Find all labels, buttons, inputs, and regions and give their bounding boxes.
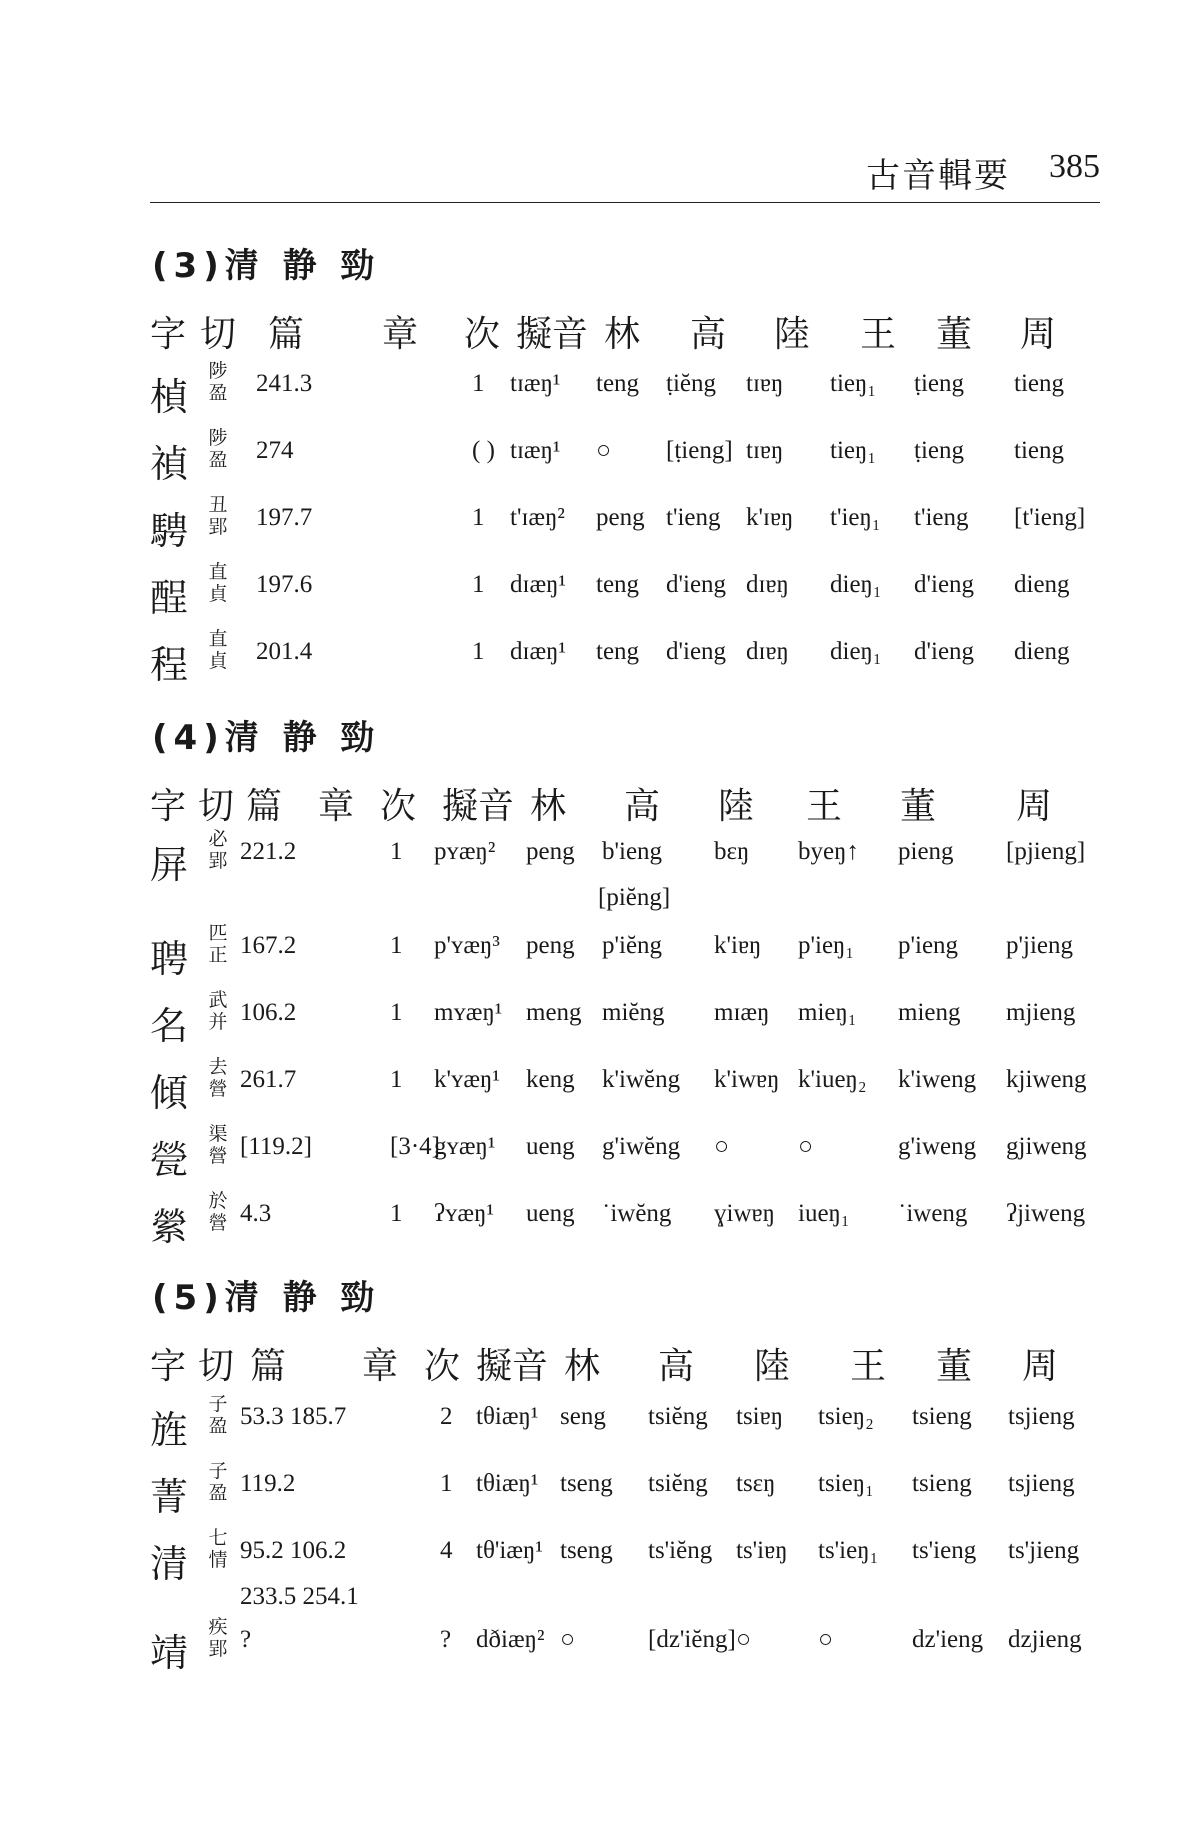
column-header-lu: 陸 xyxy=(754,1346,791,1387)
fanqie-spelling xyxy=(206,1056,230,1100)
reconstruction-cell: ʔʏæŋ¹ xyxy=(434,1200,494,1227)
fanqie-final: 營 xyxy=(208,1145,228,1167)
column-header-ci: 次 xyxy=(464,314,501,355)
lu-cell: ○ xyxy=(714,1133,730,1160)
column-header-zhang: 章 xyxy=(362,1346,399,1387)
column-header-dong: 董 xyxy=(900,786,937,827)
reconstruction-cell: mʏæŋ¹ xyxy=(434,999,503,1026)
wang-cell: ts'ieŋ₁ xyxy=(818,1537,879,1564)
zhou-cell: dieng xyxy=(1014,571,1070,598)
fanqie-final: 貞 xyxy=(208,650,228,672)
gao-cell: tsiĕng xyxy=(648,1403,708,1430)
fanqie-final: 郢 xyxy=(208,516,228,538)
gao-cell: [ṭieng] xyxy=(666,437,733,464)
dong-cell: tsieng xyxy=(912,1470,972,1497)
reconstruction-cell: pʏæŋ² xyxy=(434,838,496,865)
dong-cell: ṭieng xyxy=(914,437,964,464)
gao-cell: b'ieng xyxy=(602,838,663,865)
lu-cell: dɪɐŋ xyxy=(746,571,789,598)
wang-cell: mieŋ₁ xyxy=(798,999,857,1026)
page-number: 385 xyxy=(1049,148,1100,185)
page-reference: [119.2] xyxy=(240,1133,312,1160)
fanqie-final: 盈 xyxy=(208,382,228,404)
wang-cell: tieŋ₁ xyxy=(830,370,877,397)
table-row xyxy=(150,1460,1100,1520)
entry-character: 程 xyxy=(150,643,189,687)
occurrence-count: 1 xyxy=(390,932,403,959)
reconstruction-cell: tθiæŋ¹ xyxy=(476,1470,539,1497)
entry-character: 聘 xyxy=(150,937,189,981)
occurrence-count: 1 xyxy=(390,1066,403,1093)
table-row xyxy=(150,922,1100,982)
entry-character: 靖 xyxy=(150,1631,189,1675)
column-header-wang: 王 xyxy=(850,1346,887,1387)
lin-cell: teng xyxy=(596,370,640,397)
header-rule xyxy=(150,202,1100,203)
table-row xyxy=(150,1056,1100,1116)
fanqie-final: 情 xyxy=(208,1549,228,1571)
column-header-lu: 陸 xyxy=(718,786,755,827)
column-header-pian: 篇 xyxy=(250,1346,287,1387)
wang-cell: tieŋ₁ xyxy=(830,437,877,464)
dong-cell: ˙iweng xyxy=(898,1200,968,1227)
reconstruction-cell: dɪæŋ¹ xyxy=(510,571,566,598)
fanqie-initial: 武 xyxy=(208,989,228,1011)
zhou-cell: p'jieng xyxy=(1006,932,1073,959)
column-header-ci: 次 xyxy=(380,786,417,827)
entry-character: 傾 xyxy=(150,1071,189,1115)
gao-cell: k'iwĕng xyxy=(602,1066,681,1093)
gao-cell-alt: [piĕng] xyxy=(598,884,671,911)
table-row xyxy=(150,989,1100,1049)
column-header-zi: 字 xyxy=(150,314,187,355)
lin-cell: peng xyxy=(596,504,645,531)
column-header-gao: 高 xyxy=(624,786,661,827)
zhou-cell: tsjieng xyxy=(1008,1470,1075,1497)
section-heading: (5)清 静 勁 xyxy=(152,1278,381,1318)
occurrence-count: 4 xyxy=(440,1537,453,1564)
fanqie-final: 盈 xyxy=(208,1482,228,1504)
column-header-lin: 林 xyxy=(530,786,567,827)
zhou-cell: tieng xyxy=(1014,370,1064,397)
column-header-lu: 陸 xyxy=(774,314,811,355)
lu-cell: ɣiwɐŋ xyxy=(714,1200,775,1227)
lin-cell: ueng xyxy=(526,1200,575,1227)
gao-cell: g'iwĕng xyxy=(602,1133,681,1160)
wang-cell: dieŋ₁ xyxy=(830,571,882,598)
table-row xyxy=(150,427,1100,487)
fanqie-initial: 子 xyxy=(208,1460,228,1482)
column-header-zhou: 周 xyxy=(1022,1346,1059,1387)
table-row xyxy=(150,360,1100,420)
fanqie-initial: 匹 xyxy=(208,922,228,944)
dong-cell: p'ieng xyxy=(898,932,959,959)
lu-cell: bɛŋ xyxy=(714,838,750,865)
fanqie-initial: 去 xyxy=(208,1056,228,1078)
occurrence-count: ( ) xyxy=(472,437,495,464)
reconstruction-cell: dɪæŋ¹ xyxy=(510,638,566,665)
entry-character: 清 xyxy=(150,1542,189,1586)
fanqie-initial: 直 xyxy=(208,628,228,650)
zhou-cell: dzjieng xyxy=(1008,1626,1082,1653)
fanqie-final: 盈 xyxy=(208,449,228,471)
reconstruction-cell: p'ʏæŋ³ xyxy=(434,932,500,959)
zhou-cell: ts'jieng xyxy=(1008,1537,1080,1564)
column-header-lin: 林 xyxy=(564,1346,601,1387)
lin-cell: peng xyxy=(526,932,575,959)
column-header-niyin: 擬音 xyxy=(442,786,515,827)
column-header-gao: 高 xyxy=(690,314,727,355)
lin-cell: teng xyxy=(596,571,640,598)
occurrence-count: 1 xyxy=(472,638,485,665)
page-reference: 167.2 xyxy=(240,932,297,959)
zhou-cell: [pjieng] xyxy=(1006,838,1086,865)
zhou-cell: ʔjiweng xyxy=(1006,1200,1086,1227)
lu-cell: k'iɐŋ xyxy=(714,932,762,959)
gao-cell: d'ieng xyxy=(666,638,727,665)
page-reference: 106.2 xyxy=(240,999,297,1026)
fanqie-final: 營 xyxy=(208,1078,228,1100)
page-reference: 221.2 xyxy=(240,838,297,865)
occurrence-count: 1 xyxy=(472,571,485,598)
zhou-cell: dieng xyxy=(1014,638,1070,665)
fanqie-spelling xyxy=(206,1616,230,1660)
page-reference: 241.3 xyxy=(256,370,313,397)
page-reference: 95.2 106.2 xyxy=(240,1537,347,1564)
wang-cell: tsieŋ₁ xyxy=(818,1470,874,1497)
column-header-qie: 切 xyxy=(198,786,235,827)
wang-cell: tsieŋ₂ xyxy=(818,1403,874,1430)
fanqie-final: 并 xyxy=(208,1011,228,1033)
table-row xyxy=(150,494,1100,554)
occurrence-count: ? xyxy=(440,1626,452,1653)
table-row xyxy=(150,1527,1100,1610)
column-header-row xyxy=(150,778,1100,828)
column-header-zi: 字 xyxy=(150,1346,187,1387)
lu-cell: ○ xyxy=(736,1626,752,1653)
wang-cell: t'ieŋ₁ xyxy=(830,504,881,531)
column-header-niyin: 擬音 xyxy=(516,314,589,355)
lin-cell: keng xyxy=(526,1066,575,1093)
fanqie-spelling xyxy=(206,989,230,1033)
dong-cell: mieng xyxy=(898,999,961,1026)
lin-cell: ○ xyxy=(560,1626,576,1653)
fanqie-spelling xyxy=(206,1393,230,1437)
lu-cell: k'iwɐŋ xyxy=(714,1066,780,1093)
fanqie-initial: 陟 xyxy=(208,360,228,382)
reconstruction-cell: tθ'iæŋ¹ xyxy=(476,1537,543,1564)
entry-character: 菁 xyxy=(150,1475,189,1519)
column-header-zhou: 周 xyxy=(1020,314,1057,355)
lu-cell: mɪæŋ xyxy=(714,999,770,1026)
gao-cell: p'iĕng xyxy=(602,932,663,959)
running-title: 古音輯要 xyxy=(866,156,1010,196)
gao-cell: d'ieng xyxy=(666,571,727,598)
dong-cell: dz'ieng xyxy=(912,1626,984,1653)
column-header-zhou: 周 xyxy=(1016,786,1053,827)
fanqie-initial: 直 xyxy=(208,561,228,583)
entry-character: 騁 xyxy=(150,509,189,553)
wang-cell: k'iueŋ₂ xyxy=(798,1066,867,1093)
fanqie-initial: 陟 xyxy=(208,427,228,449)
table-row xyxy=(150,1393,1100,1453)
column-header-zhang: 章 xyxy=(382,314,419,355)
entry-character: 屏 xyxy=(150,843,189,887)
fanqie-final: 郢 xyxy=(208,850,228,872)
wang-cell: byeŋ↑ xyxy=(798,838,859,865)
table-row xyxy=(150,561,1100,621)
fanqie-final: 正 xyxy=(208,944,228,966)
column-header-zi: 字 xyxy=(150,786,187,827)
entry-character: 酲 xyxy=(150,576,189,620)
page-reference: ? xyxy=(240,1626,252,1653)
wang-cell: dieŋ₁ xyxy=(830,638,882,665)
reconstruction-cell: dðiæŋ² xyxy=(476,1626,545,1653)
fanqie-initial: 丑 xyxy=(208,494,228,516)
fanqie-spelling xyxy=(206,494,230,538)
page-reference: 53.3 185.7 xyxy=(240,1403,347,1430)
fanqie-initial: 渠 xyxy=(208,1123,228,1145)
gao-cell: [dz'iĕng] xyxy=(648,1626,736,1653)
page-reference: 261.7 xyxy=(240,1066,297,1093)
wang-cell: p'ieŋ₁ xyxy=(798,932,855,959)
fanqie-spelling xyxy=(206,427,230,471)
fanqie-spelling xyxy=(206,1190,230,1234)
column-header-pian: 篇 xyxy=(246,786,283,827)
dong-cell: pieng xyxy=(898,838,954,865)
page-reference: 119.2 xyxy=(240,1470,296,1497)
fanqie-initial: 疾 xyxy=(208,1616,228,1638)
column-header-qie: 切 xyxy=(200,314,237,355)
lin-cell: peng xyxy=(526,838,575,865)
occurrence-count: 1 xyxy=(472,370,485,397)
wang-cell: ○ xyxy=(818,1626,834,1653)
fanqie-spelling xyxy=(206,628,230,672)
lin-cell: teng xyxy=(596,638,640,665)
page-reference-cont: 233.5 254.1 xyxy=(240,1583,359,1610)
fanqie-initial: 於 xyxy=(208,1190,228,1212)
reconstruction-cell: gʏæŋ¹ xyxy=(434,1133,496,1160)
column-header-niyin: 擬音 xyxy=(476,1346,549,1387)
gao-cell: tsiĕng xyxy=(648,1470,708,1497)
gao-cell: miĕng xyxy=(602,999,665,1026)
column-header-wang: 王 xyxy=(806,786,843,827)
entry-character: 甇 xyxy=(150,1138,189,1182)
fanqie-spelling xyxy=(206,1123,230,1167)
table-row xyxy=(150,628,1100,688)
occurrence-count: 1 xyxy=(472,504,485,531)
table-row xyxy=(150,1616,1100,1676)
gao-cell: ṭiĕng xyxy=(666,370,716,397)
column-header-row xyxy=(150,1338,1100,1388)
fanqie-final: 郢 xyxy=(208,1638,228,1660)
dong-cell: d'ieng xyxy=(914,571,975,598)
fanqie-spelling xyxy=(206,922,230,966)
lu-cell: dɪɐŋ xyxy=(746,638,789,665)
zhou-cell: gjiweng xyxy=(1006,1133,1087,1160)
occurrence-count: 1 xyxy=(390,1200,403,1227)
column-header-qie: 切 xyxy=(198,1346,235,1387)
zhou-cell: tieng xyxy=(1014,437,1064,464)
entry-character: 楨 xyxy=(150,375,189,419)
column-header-wang: 王 xyxy=(860,314,897,355)
column-header-dong: 董 xyxy=(936,1346,973,1387)
entry-character: 旌 xyxy=(150,1408,189,1452)
lin-cell: ○ xyxy=(596,437,612,464)
entry-character: 縈 xyxy=(150,1205,189,1249)
column-header-pian: 篇 xyxy=(268,314,305,355)
wang-cell: ○ xyxy=(798,1133,814,1160)
lin-cell: ueng xyxy=(526,1133,575,1160)
column-header-ci: 次 xyxy=(424,1346,461,1387)
lu-cell: tsiɐŋ xyxy=(736,1403,784,1430)
page-reference: 201.4 xyxy=(256,638,313,665)
occurrence-count: 1 xyxy=(390,999,403,1026)
dong-cell: tsieng xyxy=(912,1403,972,1430)
lu-cell: tsɛŋ xyxy=(736,1470,776,1497)
column-header-gao: 高 xyxy=(658,1346,695,1387)
dong-cell: ṭieng xyxy=(914,370,964,397)
zhou-cell: [t'ieng] xyxy=(1014,504,1086,531)
reconstruction-cell: t'ɪæŋ² xyxy=(510,504,565,531)
page-header xyxy=(150,142,1100,202)
occurrence-count: [3·4] xyxy=(390,1133,440,1160)
occurrence-count: 2 xyxy=(440,1403,453,1430)
section-heading: (4)清 静 勁 xyxy=(152,718,381,758)
fanqie-spelling xyxy=(206,1527,230,1571)
dong-cell: k'iweng xyxy=(898,1066,977,1093)
zhou-cell: mjieng xyxy=(1006,999,1076,1026)
lu-cell: tɪɐŋ xyxy=(746,437,784,464)
wang-cell: iueŋ₁ xyxy=(798,1200,850,1227)
occurrence-count: 1 xyxy=(440,1470,453,1497)
lin-cell: tseng xyxy=(560,1537,613,1564)
table-row xyxy=(150,828,1100,911)
gao-cell: t'ieng xyxy=(666,504,721,531)
page-reference: 197.6 xyxy=(256,571,313,598)
fanqie-spelling xyxy=(206,1460,230,1504)
fanqie-final: 貞 xyxy=(208,583,228,605)
fanqie-initial: 必 xyxy=(208,828,228,850)
table-row xyxy=(150,1123,1100,1183)
gao-cell: ts'iĕng xyxy=(648,1537,713,1564)
page-reference: 197.7 xyxy=(256,504,313,531)
dong-cell: ts'ieng xyxy=(912,1537,977,1564)
reconstruction-cell: tɪæŋ¹ xyxy=(510,437,561,464)
fanqie-final: 盈 xyxy=(208,1415,228,1437)
zhou-cell: tsjieng xyxy=(1008,1403,1075,1430)
fanqie-spelling xyxy=(206,360,230,404)
table-row xyxy=(150,1190,1100,1250)
dong-cell: g'iweng xyxy=(898,1133,977,1160)
lu-cell: ts'iɐŋ xyxy=(736,1537,788,1564)
occurrence-count: 1 xyxy=(390,838,403,865)
gao-cell: ˙iwĕng xyxy=(602,1200,672,1227)
fanqie-final: 營 xyxy=(208,1212,228,1234)
reconstruction-cell: tθiæŋ¹ xyxy=(476,1403,539,1430)
section-heading: (3)清 静 勁 xyxy=(152,246,381,286)
dong-cell: d'ieng xyxy=(914,638,975,665)
column-header-zhang: 章 xyxy=(318,786,355,827)
entry-character: 禎 xyxy=(150,442,189,486)
lu-cell: k'ɪɐŋ xyxy=(746,504,794,531)
fanqie-spelling xyxy=(206,561,230,605)
reconstruction-cell: tɪæŋ¹ xyxy=(510,370,561,397)
column-header-row xyxy=(150,306,1100,356)
fanqie-initial: 子 xyxy=(208,1393,228,1415)
page-reference: 4.3 xyxy=(240,1200,272,1227)
column-header-dong: 董 xyxy=(936,314,973,355)
entry-character: 名 xyxy=(150,1004,189,1048)
fanqie-initial: 七 xyxy=(208,1527,228,1549)
dong-cell: t'ieng xyxy=(914,504,969,531)
lin-cell: tseng xyxy=(560,1470,613,1497)
zhou-cell: kjiweng xyxy=(1006,1066,1087,1093)
lin-cell: meng xyxy=(526,999,582,1026)
lu-cell: tɪɐŋ xyxy=(746,370,784,397)
column-header-lin: 林 xyxy=(604,314,641,355)
lin-cell: seng xyxy=(560,1403,606,1430)
reconstruction-cell: k'ʏæŋ¹ xyxy=(434,1066,500,1093)
page-reference: 274 xyxy=(256,437,294,464)
fanqie-spelling xyxy=(206,828,230,872)
